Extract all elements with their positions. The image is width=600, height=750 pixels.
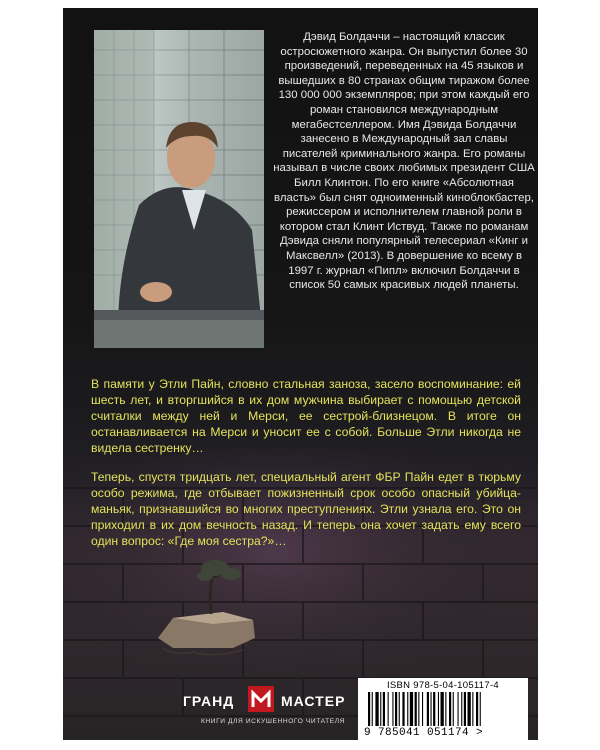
barcode-icon	[366, 692, 520, 728]
publisher-name-right: МАСТЕР	[281, 693, 346, 709]
synopsis-paragraph-1: В памяти у Этли Пайн, словно стальная заноза, засело воспоминание: ей шесть лет, и вторгшийся в их дом мужчина выбирает с помощью детской считалки между ней и Мерси, ее сестрой-близнецом. В итоге он останавливается на Мерси и уносит ее с собой. Больше Этли никогда не видела сестренку…	[91, 377, 521, 455]
isbn-number: ISBN 978-5-04-105117-4	[386, 680, 500, 691]
author-biography: Дэвид Болдаччи – настоящий классик остросюжетного жанра. Он выпустил более 30 произведений, переведенных на 45 языков и вышедших в 80 странах общим тиражом более 130 000 000 экземпляров; при этом каждый его роман становился международным мегабестселлером. Имя Дэвида Болдаччи занесено в Международный зал славы писателей криминального жанра. Его романы называл в числе своих любимых президент США Билл Клинтон. По его книге «Абсолютная власть» был снят одноименный киноблокбастер, режиссером и исполнителем главной роли в котором стал Клинт Иствуд. Также по романам Дэвида сняли популярный телесериал «Кинг и Максвелл» (2013). В довершение ко всему в 1997 г. журнал «Пипл» включил Болдаччи в список 50 самых красивых людей планеты.	[273, 31, 535, 292]
publisher-emblem-icon	[247, 685, 275, 713]
publisher-name-left: ГРАНД	[183, 693, 235, 709]
publisher-logo	[183, 673, 363, 728]
publisher-tagline: КНИГИ ДЛЯ ИСКУШЕННОГО ЧИТАТЕЛЯ	[200, 718, 346, 725]
synopsis-paragraph-2: Теперь, спустя тридцать лет, специальный агент ФБР Пайн едет в тюрьму особо режима, где отбывает пожизненный срок особо опасный убийца-маньяк, признавшийся во многих преступлениях. Этли узнала его. Это он приходил в их дом вечность назад. И теперь она хочет задать ему всего один вопрос: «Где моя сестра?»…	[91, 470, 521, 548]
ean-digits: 9 785041 051174 >	[364, 727, 484, 739]
tree-on-rock-illustration	[153, 548, 263, 658]
book-back-cover	[63, 8, 538, 740]
author-photo	[94, 30, 264, 348]
barcode-block	[358, 678, 528, 740]
